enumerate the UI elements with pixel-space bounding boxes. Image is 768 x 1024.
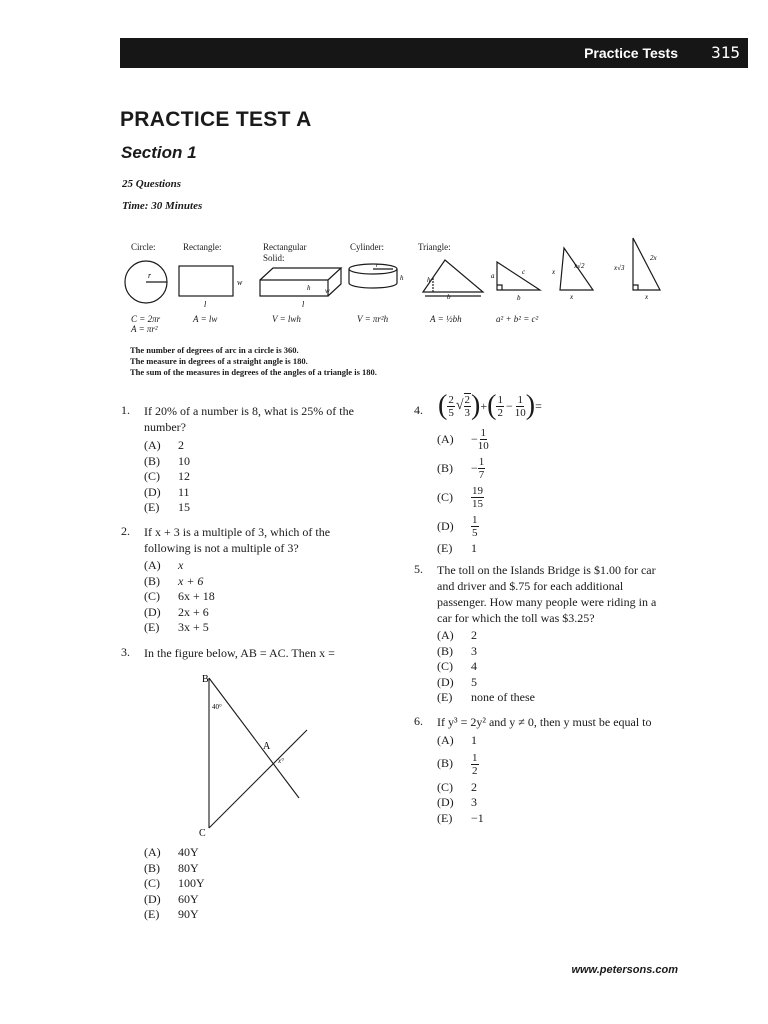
svg-text:w: w	[325, 287, 330, 295]
ref-label-rectangle: Rectangle:	[183, 242, 222, 252]
answer-choice[interactable]: (A) 40Υ	[144, 845, 199, 859]
formula-triangle: A = ½bh	[430, 314, 462, 324]
answer-choice[interactable]: (B) $\frac{1}{2}$	[437, 751, 478, 777]
ref-note-3: The sum of the measures in degrees of the angles of a triangle is 180.	[130, 367, 377, 377]
svg-text:b: b	[517, 294, 521, 302]
q5-choices	[437, 628, 535, 706]
answer-choice[interactable]: (B) 10	[144, 453, 190, 468]
answer-choice[interactable]: (E) 90Υ	[144, 907, 199, 921]
angle-x-label: x°	[278, 757, 284, 765]
q3-choices	[144, 845, 205, 923]
answer-choice[interactable]: (B) 80Υ	[144, 860, 199, 875]
answer-choice[interactable]: (D) 60Υ	[144, 891, 199, 906]
question-number: 1.	[121, 403, 130, 417]
answer-choice[interactable]: (A) 2	[437, 628, 477, 642]
answer-choice[interactable]: (C) 12	[144, 469, 190, 483]
rectangle-figure	[179, 266, 233, 296]
answer-choice[interactable]: (E) none of these	[437, 690, 535, 704]
answer-choice[interactable]: (D) 2x + 6	[144, 604, 209, 619]
svg-text:x√2: x√2	[574, 262, 585, 270]
ref-label-triangle: Triangle:	[418, 242, 451, 252]
question-text: and driver and $.75 for each additional	[437, 579, 624, 593]
answer-choice[interactable]: (C) 6x + 18	[144, 589, 215, 603]
answer-choice[interactable]: (C) 4	[437, 659, 477, 673]
formula-solid: V = lwh	[272, 314, 301, 324]
svg-text:x: x	[570, 293, 574, 301]
svg-text:l: l	[302, 300, 305, 309]
q4-choices	[437, 425, 557, 557]
question-count: 25 Questions	[122, 178, 181, 190]
test-title: PRACTICE TEST A	[120, 108, 312, 131]
question-number: 2.	[121, 524, 130, 538]
question-text: following is not a multiple of 3?	[144, 541, 299, 555]
answer-choice[interactable]: (D) 3	[437, 795, 477, 809]
svg-text:c: c	[522, 268, 526, 276]
answer-choice[interactable]: (B) − $\frac{1}{7}$	[437, 456, 485, 481]
svg-text:a: a	[491, 272, 495, 280]
svg-text:r: r	[148, 271, 152, 280]
svg-text:h: h	[427, 276, 431, 284]
svg-text:b: b	[447, 293, 451, 301]
ref-label-rect-solid: Rectangular	[263, 242, 307, 252]
question-number: 5.	[414, 562, 423, 576]
svg-text:x: x	[645, 293, 649, 301]
answer-choice[interactable]: (B) 3	[437, 643, 477, 658]
answer-choice[interactable]: (A) − $\frac{1}{10}$	[437, 427, 489, 452]
svg-text:x√3: x√3	[614, 264, 625, 272]
ref-note-1: The number of degrees of arc in a circle is 360.	[130, 345, 299, 355]
question-number: 6.	[414, 714, 423, 728]
question-text: If y³ = 2y² and y ≠ 0, then y must be equal to	[437, 715, 652, 729]
ref-label-circle: Circle:	[131, 242, 156, 252]
answer-choice[interactable]: (E) 3x + 5	[144, 620, 209, 634]
answer-choice[interactable]: (B) x + 6	[144, 573, 204, 588]
formula-circle-c: C = 2πr	[131, 314, 161, 324]
formula-rectangle: A = lw	[193, 314, 218, 324]
svg-text:l: l	[204, 300, 207, 309]
answer-choice[interactable]: (C) $\frac{19}{15}$	[437, 485, 483, 510]
svg-text:w: w	[237, 278, 243, 287]
angle-b-label: 40°	[212, 703, 222, 711]
answer-choice[interactable]: (A) 1	[437, 733, 477, 747]
q2-choices	[144, 558, 215, 636]
ref-label-rect-solid-2: Solid:	[263, 253, 285, 263]
question-number: 3.	[121, 645, 130, 659]
triangle-figure	[423, 260, 483, 296]
question-text: The toll on the Islands Bridge is $1.00 for car	[437, 563, 656, 577]
q6-choices	[437, 733, 484, 826]
answer-choice[interactable]: (C) 100Υ	[144, 876, 205, 890]
svg-text:2x: 2x	[650, 254, 657, 262]
answer-choice[interactable]: (D) 5	[437, 674, 477, 689]
footer-url[interactable]: www.petersons.com	[571, 964, 678, 976]
answer-choice[interactable]: (A) 2	[144, 438, 184, 452]
label-c: C	[199, 828, 206, 839]
question-text: If x + 3 is a multiple of 3, which of the	[144, 525, 331, 539]
formula-pythagorean: a² + b² = c²	[496, 314, 539, 324]
q3-figure	[195, 668, 315, 840]
answer-choice[interactable]: (D) 11	[144, 484, 190, 499]
label-b: B	[202, 674, 209, 685]
answer-choice[interactable]: (E) 1	[437, 541, 477, 555]
answer-choice[interactable]: (A) x	[144, 558, 184, 572]
time-limit: Time: 30 Minutes	[122, 200, 203, 212]
reference-figures	[115, 230, 675, 315]
formula-cylinder: V = πr²h	[357, 314, 389, 324]
ref-note-2: The measure in degrees of a straight angle is 180.	[130, 356, 308, 366]
question-text: passenger. How many people were riding in a	[437, 595, 657, 609]
answer-choice[interactable]: (C) 2	[437, 779, 477, 794]
circle-figure	[125, 261, 167, 303]
svg-text:h: h	[400, 274, 404, 282]
question-number: 4.	[414, 403, 423, 417]
answer-choice[interactable]: (E) −1	[437, 810, 484, 825]
answer-choice[interactable]: (E) 15	[144, 500, 190, 514]
svg-text:r: r	[376, 263, 379, 269]
question-text: In the figure below, AB = AC. Then x =	[144, 646, 335, 660]
cylinder-figure	[349, 264, 397, 288]
formula-circle-a: A = πr²	[131, 324, 158, 334]
label-a: A	[263, 741, 271, 752]
triangle-45-figure	[633, 238, 660, 290]
answer-choice[interactable]: (D) $\frac{1}{5}$	[437, 514, 478, 539]
right-triangle-figure	[497, 262, 540, 290]
page-number: 315	[711, 43, 740, 62]
q4-expression: ( $\frac{2}{5}$ √ $\frac{2}{3}$ ) + ( $\frac{1}{2}$ − $\frac{1}{10}$ ) =	[438, 390, 542, 421]
question-text: number?	[144, 420, 186, 434]
svg-text:x: x	[552, 268, 556, 276]
svg-text:h: h	[307, 284, 311, 292]
question-text: If 20% of a number is 8, what is 25% of the	[144, 404, 354, 418]
ref-label-cylinder: Cylinder:	[350, 242, 384, 252]
header-bar	[120, 38, 748, 68]
question-text: car for which the toll was $3.25?	[437, 611, 595, 625]
header-label: Practice Tests	[584, 45, 678, 61]
section-title: Section 1	[121, 143, 197, 162]
q1-choices	[144, 438, 190, 516]
